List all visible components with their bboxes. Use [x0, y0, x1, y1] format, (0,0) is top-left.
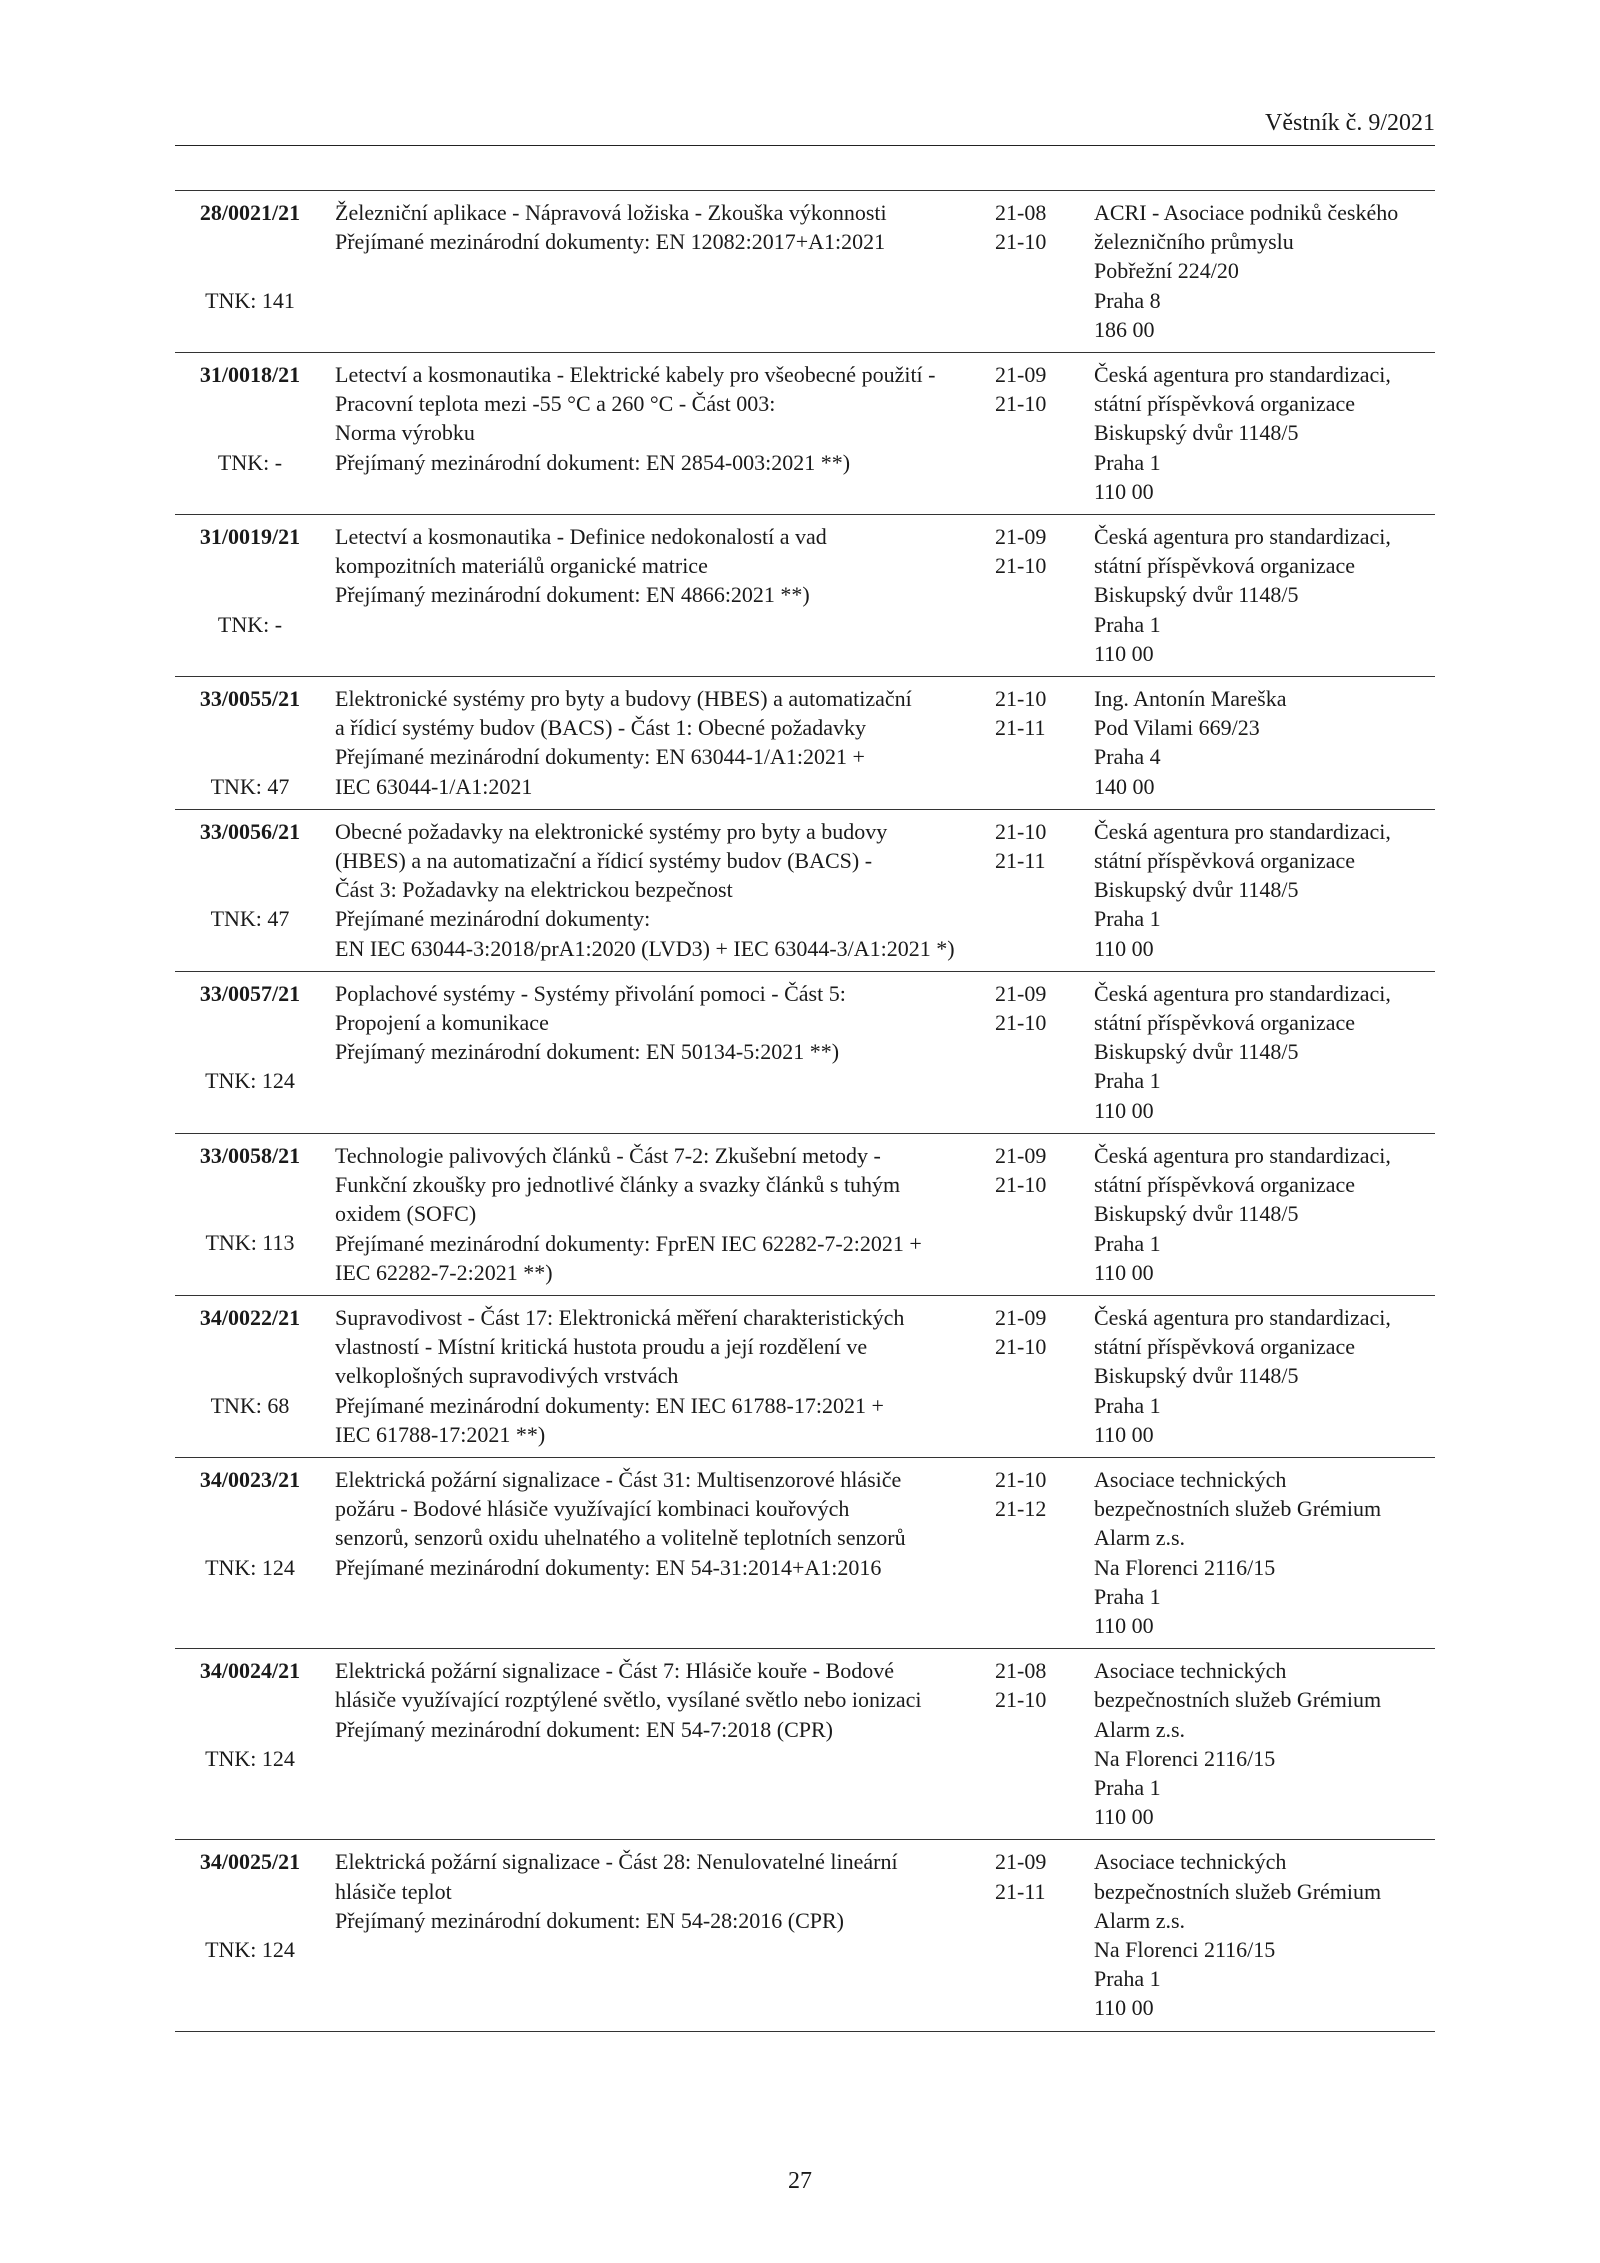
tnk-label: TNK: 124 — [205, 1936, 295, 1962]
address-line: 110 00 — [1094, 478, 1154, 504]
journal-header-title: Věstník č. 9/2021 — [1265, 110, 1435, 136]
date-value: 21-09 — [995, 980, 1047, 1006]
address-line: Česká agentura pro standardizaci, — [1094, 1142, 1391, 1168]
address-line: Na Florenci 2116/15 — [1094, 1745, 1276, 1771]
description-line: Přejímaný mezinárodní dokument: EN 4866:2021 **) — [335, 582, 810, 608]
description-line: Poplachové systémy - Systémy přivolání pomoci - Část 5: — [335, 980, 846, 1006]
tnk-label: TNK: 124 — [205, 1745, 295, 1771]
entry-id-cell — [175, 809, 325, 971]
entry-number: 33/0057/21 — [199, 980, 301, 1006]
date-value: 21-10 — [995, 1466, 1047, 1492]
entry-number: 34/0024/21 — [199, 1658, 301, 1684]
date-value: 21-10 — [995, 1010, 1047, 1036]
tnk-label: TNK: 68 — [210, 1392, 290, 1418]
address-line: státní příspěvková organizace — [1094, 391, 1356, 417]
address-line: 110 00 — [1094, 1804, 1154, 1830]
date-value: 21-10 — [995, 1172, 1047, 1198]
entry-dates — [993, 191, 1084, 353]
address-line: Praha 1 — [1094, 1230, 1161, 1256]
address-line: Praha 1 — [1094, 906, 1161, 932]
description-line: Přejímaný mezinárodní dokument: EN 54-28:2016 (CPR) — [335, 1907, 844, 1933]
entry-id-cell — [175, 971, 325, 1133]
description-line: IEC 63044-1/A1:2021 — [335, 773, 533, 799]
entry-address — [1084, 353, 1435, 515]
date-value: 21-11 — [995, 1878, 1046, 1904]
date-value: 21-09 — [995, 362, 1047, 388]
description-line: Letectví a kosmonautika - Definice nedokonalostí a vad — [335, 524, 827, 550]
entry-number: 34/0025/21 — [199, 1849, 301, 1875]
entry-dates — [993, 353, 1084, 515]
address-line: státní příspěvková organizace — [1094, 848, 1356, 874]
entry-number: 33/0058/21 — [199, 1142, 301, 1168]
address-line: bezpečnostních služeb Grémium — [1094, 1496, 1382, 1522]
address-line: 110 00 — [1094, 1612, 1154, 1638]
table-row — [175, 677, 1435, 810]
address-line: 110 00 — [1094, 1995, 1154, 2021]
entry-description — [325, 809, 993, 971]
entry-address — [1084, 515, 1435, 677]
entry-number: 28/0021/21 — [199, 200, 301, 225]
entry-dates — [993, 677, 1084, 810]
description-line: Propojení a komunikace — [335, 1010, 549, 1036]
address-line: bezpečnostních služeb Grémium — [1094, 1687, 1382, 1713]
tnk-label: TNK: 47 — [210, 773, 290, 799]
address-line: státní příspěvková organizace — [1094, 1172, 1356, 1198]
date-value: 21-09 — [995, 524, 1047, 550]
table-row — [175, 1133, 1435, 1295]
address-line: Praha 8 — [1094, 287, 1161, 313]
entry-description — [325, 1649, 993, 1840]
entry-number: 34/0022/21 — [199, 1304, 301, 1330]
date-value: 21-10 — [995, 229, 1047, 255]
entry-description — [325, 971, 993, 1133]
table-row — [175, 1295, 1435, 1457]
entry-address — [1084, 971, 1435, 1133]
date-value: 21-10 — [995, 1687, 1047, 1713]
address-line: Praha 1 — [1094, 449, 1161, 475]
entry-number: 31/0019/21 — [199, 524, 301, 550]
description-line: Železniční aplikace - Nápravová ložiska - Zkouška výkonnosti — [335, 200, 887, 225]
date-value: 21-11 — [995, 715, 1046, 741]
entry-id-cell — [175, 515, 325, 677]
description-line: Přejímané mezinárodní dokumenty: EN 63044-1/A1:2021 + — [335, 744, 865, 770]
entry-id-cell — [175, 677, 325, 810]
table-row — [175, 353, 1435, 515]
entry-id-cell — [175, 1295, 325, 1457]
description-line: Letectví a kosmonautika - Elektrické kabely pro všeobecné použití - — [335, 362, 936, 388]
tnk-label: TNK: 141 — [205, 287, 295, 313]
entry-address — [1084, 191, 1435, 353]
address-line: Biskupský dvůr 1148/5 — [1094, 1201, 1299, 1227]
description-line: IEC 62282-7-2:2021 **) — [335, 1259, 553, 1285]
entry-dates — [993, 1457, 1084, 1648]
entry-number: 33/0056/21 — [199, 818, 301, 844]
page-number: 27 — [788, 2168, 812, 2194]
address-line: státní příspěvková organizace — [1094, 1334, 1356, 1360]
address-line: Ing. Antonín Mareška — [1094, 686, 1287, 712]
address-line: Biskupský dvůr 1148/5 — [1094, 582, 1299, 608]
tnk-label: TNK: 47 — [210, 906, 290, 932]
entry-address — [1084, 1295, 1435, 1457]
description-line: Supravodivost - Část 17: Elektronická měření charakteristických — [335, 1304, 905, 1330]
address-line: Na Florenci 2116/15 — [1094, 1936, 1276, 1962]
entry-dates — [993, 1133, 1084, 1295]
entry-dates — [993, 515, 1084, 677]
description-line: Přejímané mezinárodní dokumenty: — [335, 906, 651, 932]
address-line: 140 00 — [1094, 773, 1155, 799]
description-line: Přejímaný mezinárodní dokument: EN 2854-003:2021 **) — [335, 449, 851, 475]
address-line: Praha 4 — [1094, 744, 1161, 770]
address-line: Praha 1 — [1094, 1966, 1161, 1992]
entry-description — [325, 1840, 993, 2031]
entry-dates — [993, 809, 1084, 971]
address-line: Česká agentura pro standardizaci, — [1094, 980, 1391, 1006]
description-line: velkoplošných supravodivých vrstvách — [335, 1363, 679, 1389]
description-line: Přejímaný mezinárodní dokument: EN 54-7:2018 (CPR) — [335, 1716, 833, 1742]
address-line: Praha 1 — [1094, 1068, 1161, 1094]
address-line: 186 00 — [1094, 316, 1155, 342]
description-line: Přejímané mezinárodní dokumenty: EN 54-31:2014+A1:2016 — [335, 1554, 882, 1580]
address-line: Alarm z.s. — [1094, 1525, 1186, 1551]
description-line: Elektrická požární signalizace - Část 7: Hlásiče kouře - Bodové — [335, 1658, 894, 1684]
address-line: 110 00 — [1094, 1097, 1154, 1123]
entry-number: 31/0018/21 — [199, 362, 301, 388]
entry-description — [325, 191, 993, 353]
entry-id-cell — [175, 191, 325, 353]
date-value: 21-09 — [995, 1142, 1047, 1168]
description-line: Elektrická požární signalizace - Část 28: Nenulovatelné lineární — [335, 1849, 898, 1875]
entry-address — [1084, 677, 1435, 810]
address-line: Biskupský dvůr 1148/5 — [1094, 420, 1299, 446]
table-row — [175, 971, 1435, 1133]
address-line: bezpečnostních služeb Grémium — [1094, 1878, 1382, 1904]
address-line: Praha 1 — [1094, 611, 1161, 637]
description-line: Přejímaný mezinárodní dokument: EN 50134-5:2021 **) — [335, 1039, 840, 1065]
date-value: 21-12 — [995, 1496, 1047, 1522]
address-line: Asociace technických — [1094, 1849, 1287, 1875]
address-line: Alarm z.s. — [1094, 1716, 1186, 1742]
address-line: 110 00 — [1094, 935, 1154, 961]
entry-number: 34/0023/21 — [199, 1466, 301, 1492]
description-line: Přejímané mezinárodní dokumenty: FprEN IEC 62282-7-2:2021 + — [335, 1230, 922, 1256]
description-line: hlásiče teplot — [335, 1878, 452, 1904]
entry-description — [325, 1295, 993, 1457]
description-line: Část 3: Požadavky na elektrickou bezpečnost — [335, 877, 733, 903]
date-value: 21-11 — [995, 848, 1046, 874]
entry-description — [325, 677, 993, 810]
address-line: Praha 1 — [1094, 1774, 1161, 1800]
entry-number: 33/0055/21 — [199, 686, 301, 712]
description-line: Norma výrobku — [335, 420, 475, 446]
description-line: kompozitních materiálů organické matrice — [335, 553, 708, 579]
entry-address — [1084, 809, 1435, 971]
description-line: požáru - Bodové hlásiče využívající kombinaci kouřových — [335, 1496, 850, 1522]
tnk-label: TNK: 113 — [205, 1230, 295, 1256]
entry-dates — [993, 1840, 1084, 2031]
description-line: Elektronické systémy pro byty a budovy (HBES) a automatizační — [335, 686, 912, 712]
address-line: 110 00 — [1094, 1421, 1154, 1447]
description-line: oxidem (SOFC) — [335, 1201, 477, 1227]
standards-table — [175, 190, 1435, 2032]
tnk-label: TNK: - — [217, 611, 283, 637]
entry-address — [1084, 1457, 1435, 1648]
address-line: Česká agentura pro standardizaci, — [1094, 524, 1391, 550]
entry-id-cell — [175, 1457, 325, 1648]
entry-dates — [993, 1649, 1084, 1840]
address-line: Na Florenci 2116/15 — [1094, 1554, 1276, 1580]
entry-id-cell — [175, 1133, 325, 1295]
address-line: 110 00 — [1094, 640, 1154, 666]
tnk-label: TNK: 124 — [205, 1554, 295, 1580]
description-line: Přejímané mezinárodní dokumenty: EN 12082:2017+A1:2021 — [335, 229, 886, 255]
entry-dates — [993, 971, 1084, 1133]
entry-id-cell — [175, 1840, 325, 2031]
description-line: vlastností - Místní kritická hustota proudu a její rozdělení ve — [335, 1334, 868, 1360]
date-value: 21-09 — [995, 1304, 1047, 1330]
entry-description — [325, 353, 993, 515]
address-line: Praha 1 — [1094, 1392, 1161, 1418]
entry-address — [1084, 1133, 1435, 1295]
address-line: Alarm z.s. — [1094, 1907, 1186, 1933]
date-value: 21-08 — [995, 1658, 1047, 1684]
description-line: senzorů, senzorů oxidu uhelnatého a volitelně teplotních senzorů — [335, 1525, 906, 1551]
description-line: Elektrická požární signalizace - Část 31: Multisenzorové hlásiče — [335, 1466, 902, 1492]
address-line: státní příspěvková organizace — [1094, 553, 1356, 579]
address-line: Biskupský dvůr 1148/5 — [1094, 1363, 1299, 1389]
table-row — [175, 1840, 1435, 2031]
entry-id-cell — [175, 353, 325, 515]
table-row — [175, 1649, 1435, 1840]
entry-id-cell — [175, 1649, 325, 1840]
description-line: (HBES) a na automatizační a řídicí systémy budov (BACS) - — [335, 848, 873, 874]
description-line: Pracovní teplota mezi -55 °C a 260 °C - Část 003: — [335, 391, 776, 417]
description-line: EN IEC 63044-3:2018/prA1:2020 (LVD3) + IEC 63044-3/A1:2021 *) — [335, 935, 955, 961]
entry-address — [1084, 1840, 1435, 2031]
description-line: IEC 61788-17:2021 **) — [335, 1421, 546, 1447]
address-line: Česká agentura pro standardizaci, — [1094, 818, 1391, 844]
description-line: Technologie palivových článků - Část 7-2: Zkušební metody - — [335, 1142, 881, 1168]
date-value: 21-10 — [995, 553, 1047, 579]
entry-address — [1084, 1649, 1435, 1840]
description-line: a řídicí systémy budov (BACS) - Část 1: Obecné požadavky — [335, 715, 866, 741]
address-line: Česká agentura pro standardizaci, — [1094, 362, 1391, 388]
entry-description — [325, 1133, 993, 1295]
entry-description — [325, 515, 993, 677]
address-line: Česká agentura pro standardizaci, — [1094, 1304, 1391, 1330]
address-line: Pod Vilami 669/23 — [1094, 715, 1260, 741]
entry-description — [325, 1457, 993, 1648]
address-line: Pobřežní 224/20 — [1094, 258, 1239, 284]
date-value: 21-10 — [995, 1334, 1047, 1360]
address-line: Biskupský dvůr 1148/5 — [1094, 1039, 1299, 1065]
tnk-label: TNK: 124 — [205, 1068, 295, 1094]
address-line: státní příspěvková organizace — [1094, 1010, 1356, 1036]
address-line: Asociace technických — [1094, 1466, 1287, 1492]
date-value: 21-10 — [995, 686, 1047, 712]
entry-dates — [993, 1295, 1084, 1457]
table-row — [175, 1457, 1435, 1648]
address-line: Biskupský dvůr 1148/5 — [1094, 877, 1299, 903]
header-rule — [175, 145, 1435, 146]
standards-table-body — [175, 191, 1435, 2032]
address-line: 110 00 — [1094, 1259, 1154, 1285]
date-value: 21-09 — [995, 1849, 1047, 1875]
address-line: Praha 1 — [1094, 1583, 1161, 1609]
description-line: Obecné požadavky na elektronické systémy pro byty a budovy — [335, 818, 888, 844]
tnk-label: TNK: - — [217, 449, 283, 475]
address-line: ACRI - Asociace podniků českého — [1094, 200, 1399, 225]
address-line: Asociace technických — [1094, 1658, 1287, 1684]
description-line: hlásiče využívající rozptýlené světlo, vysílané světlo nebo ionizaci — [335, 1687, 922, 1713]
date-value: 21-08 — [995, 200, 1047, 225]
table-row — [175, 515, 1435, 677]
date-value: 21-10 — [995, 818, 1047, 844]
table-row — [175, 809, 1435, 971]
address-line: železničního průmyslu — [1094, 229, 1294, 255]
description-line: Funkční zkoušky pro jednotlivé články a svazky článků s tuhým — [335, 1172, 901, 1198]
description-line: Přejímané mezinárodní dokumenty: EN IEC 61788-17:2021 + — [335, 1392, 884, 1418]
date-value: 21-10 — [995, 391, 1047, 417]
table-row — [175, 191, 1435, 353]
standards-table-container — [175, 190, 1435, 2032]
